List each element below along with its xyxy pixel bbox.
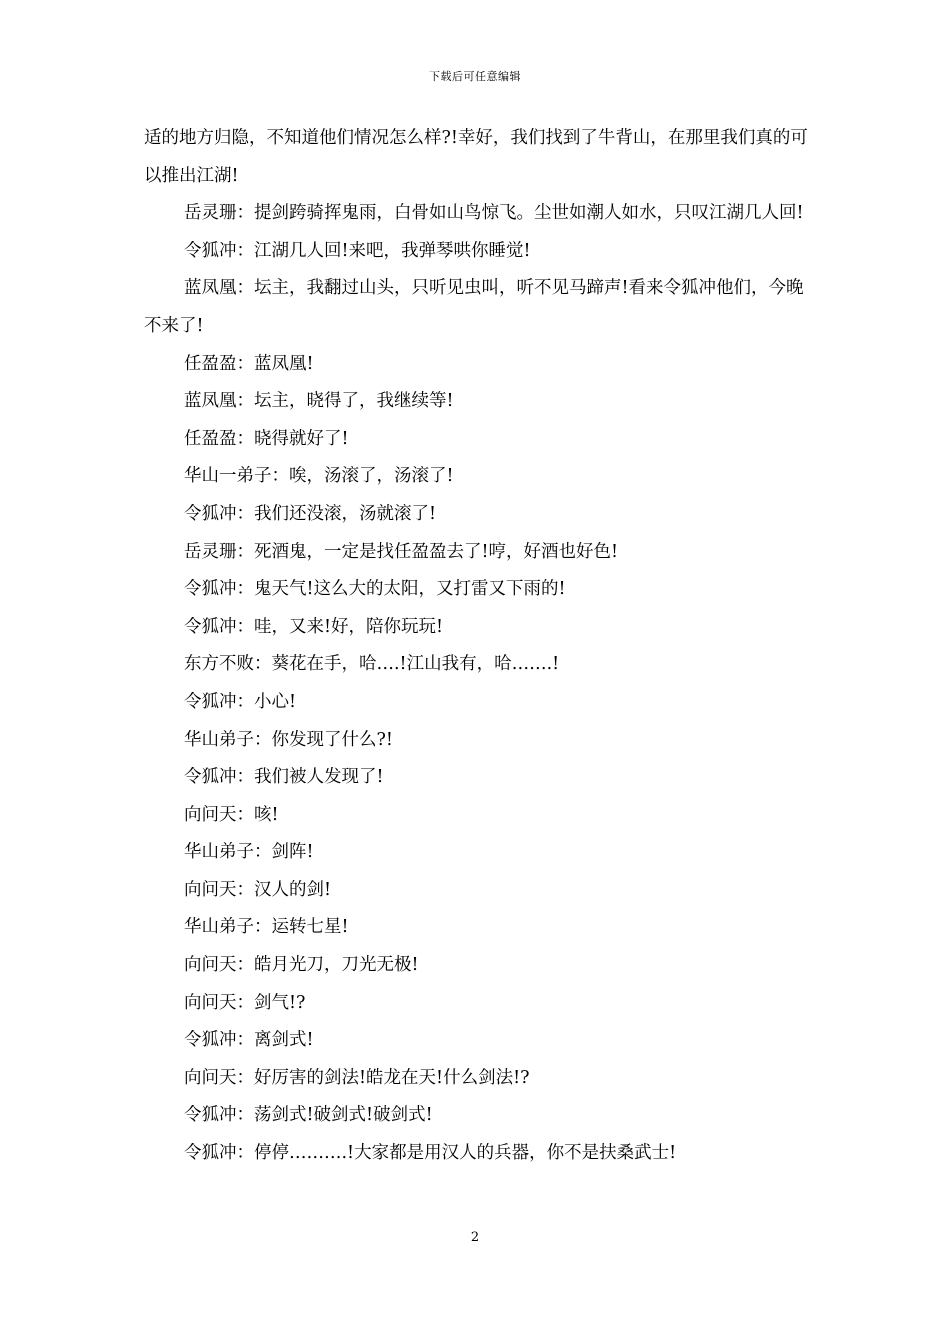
dialogue-paragraph: 华山弟子：你发现了什么?! [184, 729, 393, 750]
dialogue-paragraph: 令狐冲：哇，又来!好，陪你玩玩! [184, 616, 444, 637]
dialogue-paragraph: 令狐冲：荡剑式!破剑式!破剑式! [184, 1105, 433, 1126]
page-header: 下载后可任意编辑 [429, 70, 521, 83]
dialogue-paragraph: 令狐冲：小心! [184, 691, 297, 712]
dialogue-paragraph: 蓝凤凰：坛主，晓得了，我继续等! [184, 391, 454, 412]
dialogue-paragraph: 令狐冲：江湖几人回!来吧，我弹琴哄你睡觉! [184, 240, 531, 261]
dialogue-paragraph: 向问天：汉人的剑! [184, 879, 332, 900]
dialogue-paragraph: 适的地方归隐，不知道他们情况怎么样?!幸好，我们找到了牛背山，在那里我们真的可以推出江湖! [144, 128, 808, 186]
dialogue-paragraph: 任盈盈：蓝凤凰! [184, 353, 314, 374]
page-number: 2 [470, 1230, 480, 1245]
dialogue-paragraph: 岳灵珊：提剑跨骑挥鬼雨，白骨如山鸟惊飞。尘世如潮人如水，只叹江湖几人回! [184, 203, 804, 224]
dialogue-paragraph: 蓝凤凰：坛主，我翻过山头，只听见虫叫，听不见马蹄声!看来令狐冲他们，今晚不来了! [144, 278, 804, 336]
dialogue-paragraph: 东方不败：葵花在手，哈….!江山我有，哈…….! [184, 654, 560, 675]
dialogue-paragraph: 令狐冲：我们被人发现了! [184, 767, 384, 788]
document-body [144, 120, 808, 1173]
dialogue-paragraph: 向问天：皓月光刀，刀光无极! [184, 955, 419, 976]
dialogue-paragraph: 华山一弟子：唉，汤滚了，汤滚了! [184, 466, 454, 487]
dialogue-paragraph: 岳灵珊：死酒鬼，一定是找任盈盈去了!哼，好酒也好色! [184, 541, 619, 562]
dialogue-paragraph: 令狐冲：我们还没滚，汤就滚了! [184, 503, 437, 524]
dialogue-paragraph: 任盈盈：晓得就好了! [184, 428, 349, 449]
dialogue-paragraph: 华山弟子：剑阵! [184, 842, 314, 863]
dialogue-paragraph: 向问天：咳! [184, 804, 279, 825]
dialogue-paragraph: 向问天：好厉害的剑法!皓龙在天!什么剑法!? [184, 1067, 530, 1088]
dialogue-paragraph: 令狐冲：离剑式! [184, 1030, 314, 1051]
dialogue-paragraph: 向问天：剑气!? [184, 992, 306, 1013]
dialogue-paragraph: 令狐冲：鬼天气!这么大的太阳，又打雷又下雨的! [184, 579, 566, 600]
dialogue-paragraph: 华山弟子：运转七星! [184, 917, 349, 938]
dialogue-paragraph: 令狐冲：停停……….!大家都是用汉人的兵器，你不是扶桑武士! [184, 1143, 677, 1164]
